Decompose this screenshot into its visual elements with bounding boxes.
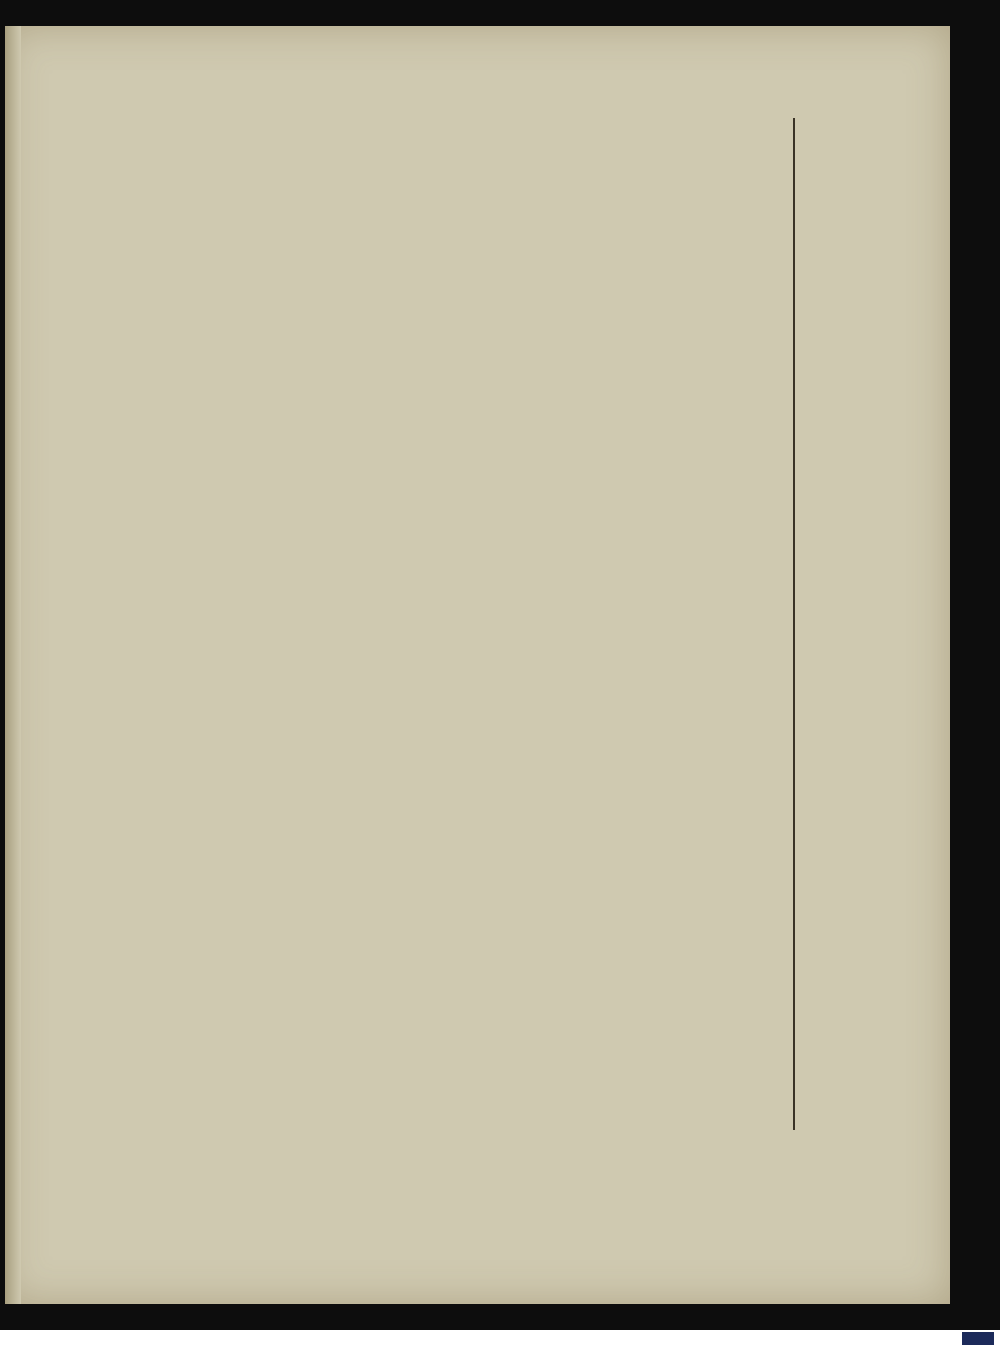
book-page — [5, 26, 950, 1304]
dfg-logo — [962, 1332, 994, 1345]
table-right-rule — [793, 118, 795, 1130]
page-gutter-shadow — [5, 26, 21, 1304]
footer-bar — [0, 1330, 1000, 1348]
